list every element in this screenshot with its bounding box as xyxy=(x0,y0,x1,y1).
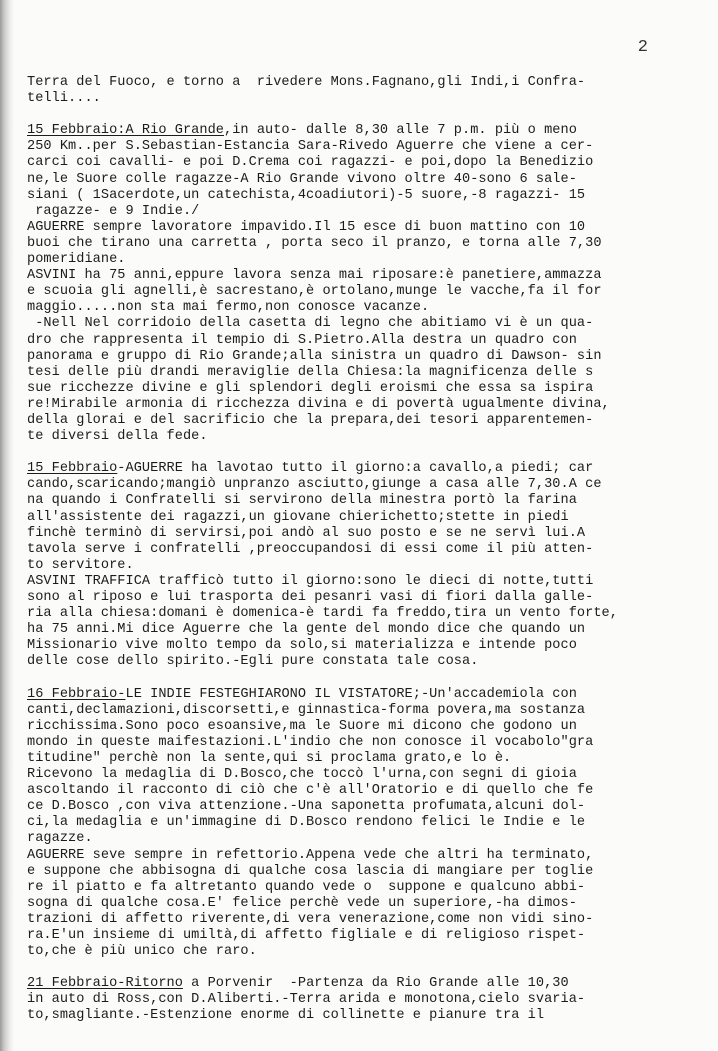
line-text: tavola serve i confratelli ,preoccupandosi di essi come il più atten- xyxy=(27,541,594,557)
text-line xyxy=(27,91,707,107)
line-text: to servitore. xyxy=(27,557,134,573)
text-line xyxy=(27,783,707,799)
line-text: sono al riposo e lui trasporta dei pesanri vasi di fiori dalla galle- xyxy=(27,590,594,605)
line-text: trazioni di affetto riverente,di vera venerazione,come non vidi sino- xyxy=(27,911,594,927)
line-text: ASVINI ha 75 anni,eppure lavora senza mai riposare:è panetiere,ammazza xyxy=(27,268,602,284)
text-line xyxy=(27,831,707,847)
text-line xyxy=(27,413,707,429)
line-text: mondo in queste maifestazioni.L'indio che non conosce il vocabolo"gra xyxy=(27,734,594,750)
text-line xyxy=(27,397,707,413)
date-heading: 16 Febbraio- xyxy=(27,686,126,702)
text-line xyxy=(27,767,707,783)
text-line xyxy=(27,268,707,284)
line-text: re il piatto e fa altretanto quando vede o suppone e qualcuno abbi- xyxy=(27,879,586,895)
line-text: ce D.Bosco ,con viva attenzione.-Una saponetta profumata,alcuni dol- xyxy=(27,799,586,815)
text-line xyxy=(27,703,707,719)
text-line xyxy=(27,751,707,767)
text-line xyxy=(27,590,707,606)
text-line xyxy=(27,735,707,751)
text-line xyxy=(27,654,707,670)
line-text: ragazze- e 9 Indie./ xyxy=(27,203,200,219)
text-line xyxy=(27,944,707,960)
line-text: ,in auto- dalle 8,30 alle 7 p.m. più o meno xyxy=(223,123,577,139)
line-text: panorama e gruppo di Rio Grande;alla sinistra un quadro di Dawson- sin xyxy=(27,348,602,364)
line-text: e scuoia gli agnelli,è sacrestano,è ortolano,munge le vacche,fa il for xyxy=(27,284,602,300)
text-line xyxy=(27,719,707,735)
line-text: ne,le Suore colle ragazze-A Rio Grande vivono oltre 40-sono 6 sale- xyxy=(27,171,577,187)
line-text: AGUERRE sempre lavoratore impavido.Il 15 esce di buon mattino con 10 xyxy=(27,219,586,235)
text-line xyxy=(27,365,707,381)
text-line xyxy=(27,864,707,880)
text-line xyxy=(27,815,707,831)
line-text: dro che rappresenta il tempio di S.Pietro.Alla destra un quadro con xyxy=(27,332,577,348)
text-line xyxy=(27,461,707,477)
line-text: te diversi della fede. xyxy=(27,429,208,445)
text-line xyxy=(27,172,707,188)
line-text: telli.... xyxy=(27,91,101,107)
line-text: siani ( 1Sacerdote,un catechista,4coadiutori)-5 suore,-8 ragazzi- 15 xyxy=(27,187,586,203)
text-line xyxy=(27,75,707,91)
text-line xyxy=(27,526,707,542)
text-line xyxy=(27,493,707,509)
text-line xyxy=(27,574,707,590)
line-text: finchè terminò di servirsi,poi andò al suo posto e se ne servì lui.A xyxy=(27,525,586,541)
text-line xyxy=(27,799,707,815)
text-line xyxy=(27,928,707,944)
line-text: all'assistente dei ragazzi,un giovane chierichetto;stette in piedi xyxy=(27,509,569,525)
text-line xyxy=(27,558,707,574)
line-text: -AGUERRE ha lavotao tutto il giorno:a cavallo,a piedi; car xyxy=(117,461,594,477)
text-line xyxy=(27,381,707,397)
text-line xyxy=(27,316,707,332)
text-line xyxy=(27,848,707,864)
paragraph-gap xyxy=(27,107,707,123)
text-line xyxy=(27,510,707,526)
date-heading: 15 Febbraio:A Rio Grande xyxy=(27,123,224,139)
text-line xyxy=(27,236,707,252)
line-text: ragazze. xyxy=(27,831,93,847)
text-line xyxy=(27,188,707,204)
text-line xyxy=(27,300,707,316)
paragraph-gap xyxy=(27,960,707,976)
text-line xyxy=(27,155,707,171)
text-line xyxy=(27,123,707,139)
line-text: in auto di Ross,con D.Aliberti.-Terra arida e monotona,cielo svaria- xyxy=(27,992,586,1008)
line-text: ha 75 anni.Mi dice Aguerre che la gente del mondo dice che quando un xyxy=(27,622,586,638)
text-line xyxy=(27,638,707,654)
line-text: Ricevono la medaglia di D.Bosco,che toccò l'urna,con segni di gioia xyxy=(27,767,577,783)
line-text: to,che è più unico che raro. xyxy=(27,944,257,960)
line-text: tesi delle più drandi meraviglie della Chiesa:la magnificenza delle s xyxy=(27,364,594,380)
line-text: delle cose dello spirito.-Egli pure constata tale cosa. xyxy=(27,654,479,670)
text-line xyxy=(27,477,707,493)
text-line xyxy=(27,1008,707,1024)
text-line xyxy=(27,912,707,928)
line-text: ascoltando il racconto di ciò che c'è all'Oratorio e di quello che fe xyxy=(27,783,594,799)
line-text: ria alla chiesa:domani è domenica-è tardi fa freddo,tira un vento forte, xyxy=(27,606,618,622)
date-heading: 21 Febbraio-Ritorno xyxy=(27,976,183,992)
text-line xyxy=(27,284,707,300)
line-text: to,smagliante.-Estenzione enorme di collinette e pianure tra il xyxy=(27,1008,545,1024)
text-line xyxy=(27,349,707,365)
date-heading: 15 Febbraio xyxy=(27,461,118,477)
line-text: pomeridiane. xyxy=(27,252,126,268)
line-text: titudine" perchè non la sente,qui si proclama grato,e lo è. xyxy=(27,750,512,766)
line-text: e suppone che abbisogna di qualche cosa lascia di mangiare per toglie xyxy=(27,863,594,879)
line-text: ra.E'un insieme di umiltà,di affetto figliale e di religioso rispet- xyxy=(27,927,586,943)
text-line xyxy=(27,992,707,1008)
text-line xyxy=(27,687,707,703)
line-text: ricchissima.Sono poco esoansive,ma le Suore mi dicono che godono un xyxy=(27,718,577,734)
line-text: ci,la medaglia e un'immagine di D.Bosco rendono felici le Indie e le xyxy=(27,815,586,831)
line-text: -Nell Nel corridoio della casetta di legno che abitiamo vi è un qua- xyxy=(27,316,594,332)
text-line xyxy=(27,252,707,268)
paragraph-gap xyxy=(27,445,707,461)
line-text: sue ricchezze divine e gli splendori degli eroismi che essa sa ispira xyxy=(27,380,594,396)
text-line xyxy=(27,896,707,912)
text-line xyxy=(27,880,707,896)
text-line xyxy=(27,204,707,220)
line-text: buoi che tirano una carretta , porta seco il pranzo, e torna alle 7,30 xyxy=(27,235,602,251)
text-line xyxy=(27,606,707,622)
line-text: LE INDIE FESTEGHIARONO IL VISTATORE;-Un'accademiola con xyxy=(125,686,577,702)
line-text: carci coi cavalli- e poi D.Crema coi ragazzi- e poi,dopo la Benedizio xyxy=(27,155,594,171)
line-text: Missionario vive molto tempo da solo,si materializza e intende poco xyxy=(27,638,577,654)
text-line xyxy=(27,542,707,558)
typewritten-body xyxy=(27,75,707,1025)
text-line xyxy=(27,220,707,236)
line-text: ASVINI TRAFFICA trafficò tutto il giorno:sono le dieci di notte,tutti xyxy=(27,573,594,589)
line-text: della glorai e del sacrificio che la prepara,dei tesori apparentemen- xyxy=(27,412,594,428)
line-text: 250 Km..per S.Sebastian-Estancia Sara-Rivedo Aguerre che viene a cer- xyxy=(27,139,594,155)
line-text: Terra del Fuoco, e torno a rivedere Mons.Fagnano,gli Indi,i Confra- xyxy=(27,75,586,90)
line-text: re!Mirabile armonia di ricchezza divina e di povertà ugualmente divina, xyxy=(27,396,610,412)
line-text: sogna di qualche cosa.E' felice perchè vede un superiore,-ha dimos- xyxy=(27,895,577,911)
line-text: maggio.....non sta mai fermo,non conosce vacanze. xyxy=(27,300,430,316)
page-number: 2 xyxy=(637,38,648,57)
text-line xyxy=(27,976,707,992)
paragraph-gap xyxy=(27,670,707,686)
line-text: a Porvenir -Partenza da Rio Grande alle 10,30 xyxy=(182,976,569,992)
text-line xyxy=(27,429,707,445)
text-line xyxy=(27,622,707,638)
line-text: canti,declamazioni,discorsetti,e ginnastica-forma povera,ma sostanza xyxy=(27,702,586,718)
text-line xyxy=(27,139,707,155)
line-text: cando,scaricando;mangiò unpranzo asciutto,giunge a casa alle 7,30.A ce xyxy=(27,477,602,493)
line-text: AGUERRE seve sempre in refettorio.Appena vede che altri ha terminato, xyxy=(27,847,594,863)
scan-binding-edge xyxy=(0,0,14,1051)
line-text: na quando i Confratelli si servirono della minestra portò la farina xyxy=(27,493,577,509)
text-line xyxy=(27,333,707,349)
